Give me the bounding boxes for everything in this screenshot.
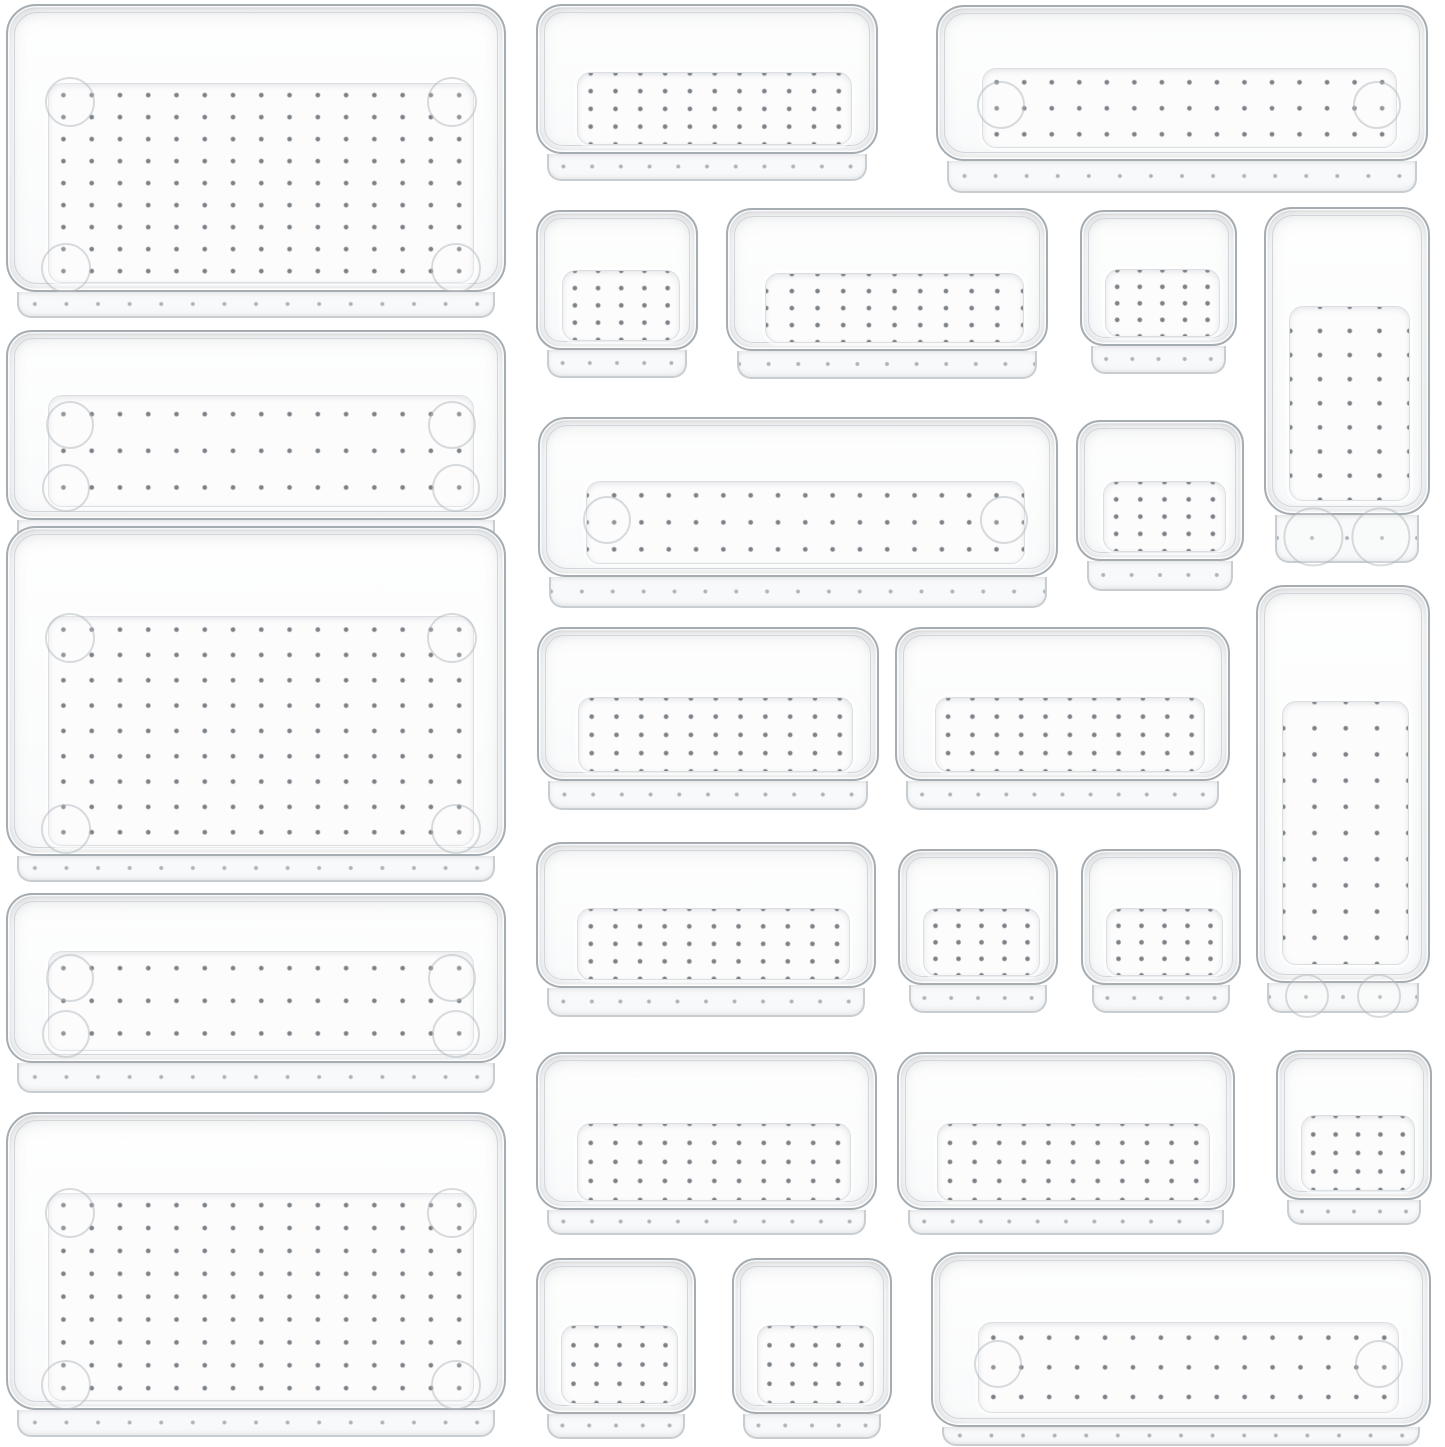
tray-base-skirt <box>1091 346 1226 374</box>
tray-dot-panel <box>577 908 851 980</box>
tray-foot-circle <box>1353 81 1401 129</box>
organizer-tray-t-medium <box>536 1052 877 1235</box>
tray-rim <box>538 417 1058 577</box>
tray-base-skirt <box>947 161 1417 193</box>
tray-base-skirt <box>17 1410 495 1437</box>
tray-rim <box>537 627 879 781</box>
tray-foot-circle <box>431 1360 481 1410</box>
tray-base-skirt <box>1087 561 1233 591</box>
tray-rim <box>536 1258 696 1414</box>
tray-dot-panel <box>1105 269 1220 338</box>
tray-base-skirt <box>1275 515 1419 563</box>
tray-dot-panel <box>765 273 1024 343</box>
organizer-tray-i-medium <box>726 208 1048 379</box>
organizer-tray-v-small <box>1276 1050 1432 1225</box>
organizer-tray-r-small <box>898 849 1058 1013</box>
organizer-tray-u-medium <box>897 1052 1235 1235</box>
tray-dot-panel <box>48 951 475 1051</box>
tray-dot-panel <box>577 72 852 146</box>
tray-dot-panel <box>978 1322 1400 1413</box>
tray-base-skirt <box>737 351 1037 379</box>
tray-rim <box>536 210 698 350</box>
tray-base-skirt <box>548 781 868 810</box>
tray-foot-circle <box>1285 974 1329 1018</box>
tray-foot-circle <box>41 243 91 293</box>
tray-base-skirt <box>1267 983 1419 1013</box>
tray-foot-circle <box>432 464 480 512</box>
organizer-tray-q-medium <box>536 842 876 1017</box>
tray-base-skirt <box>547 154 867 181</box>
tray-base-skirt <box>1287 1200 1421 1225</box>
tray-rim <box>6 526 506 856</box>
tray-base-skirt <box>909 985 1047 1013</box>
tray-rim <box>6 330 506 520</box>
tray-rim <box>895 627 1230 781</box>
tray-foot-circle <box>45 1188 95 1238</box>
tray-foot-circle <box>46 401 94 449</box>
tray-foot-circle <box>46 954 94 1002</box>
tray-foot-circle <box>431 804 481 854</box>
organizer-tray-m-small <box>1076 420 1244 591</box>
tray-base-skirt <box>547 1210 866 1235</box>
tray-foot-circle <box>432 1010 480 1058</box>
organizer-tray-f-medium <box>536 4 878 181</box>
organizer-tray-l-long <box>538 417 1058 608</box>
tray-foot-circle <box>583 496 631 544</box>
tray-foot-circle <box>45 77 95 127</box>
tray-rim <box>1076 420 1244 561</box>
tray-base-skirt <box>908 1210 1224 1235</box>
organizer-tray-p-medium <box>895 627 1230 810</box>
tray-base-skirt <box>906 781 1219 810</box>
tray-dot-panel <box>586 481 1025 564</box>
tray-base-skirt <box>17 292 495 318</box>
tray-dot-panel <box>48 395 475 507</box>
tray-dot-panel <box>982 68 1397 149</box>
tray-dot-panel <box>48 83 475 283</box>
tray-rim <box>732 1258 892 1414</box>
tray-foot-circle <box>41 804 91 854</box>
tray-dot-panel <box>577 1123 852 1201</box>
tray-rim <box>931 1252 1431 1427</box>
organizer-tray-e-large <box>6 1112 506 1437</box>
tray-dot-panel <box>48 616 475 846</box>
tray-rim <box>1264 207 1430 515</box>
tray-foot-circle <box>427 77 477 127</box>
tray-foot-circle <box>42 464 90 512</box>
tray-rim <box>6 893 506 1063</box>
tray-dot-panel <box>757 1325 874 1404</box>
tray-foot-circle <box>1357 974 1401 1018</box>
tray-dot-panel <box>578 697 853 773</box>
tray-dot-panel <box>48 1193 475 1400</box>
organizer-tray-a-large <box>6 4 506 318</box>
tray-base-skirt <box>17 856 495 882</box>
organizer-tray-d-shallow <box>6 893 506 1093</box>
organizer-tray-w-small <box>536 1258 696 1439</box>
tray-base-skirt <box>1092 985 1230 1013</box>
tray-base-skirt <box>743 1414 881 1439</box>
tray-base-skirt <box>549 577 1047 608</box>
organizer-tray-x-small <box>732 1258 892 1439</box>
tray-rim <box>536 4 878 154</box>
organizer-tray-g-long <box>936 5 1428 193</box>
tray-dot-panel <box>1301 1115 1415 1191</box>
tray-foot-circle <box>45 613 95 663</box>
tray-dot-panel <box>935 697 1205 773</box>
tray-foot-circle <box>1284 507 1343 566</box>
tray-dot-panel <box>1103 481 1226 552</box>
tray-foot-circle <box>42 1010 90 1058</box>
tray-foot-circle <box>427 1188 477 1238</box>
organizer-tray-c-large <box>6 526 506 882</box>
tray-rim <box>1256 585 1430 983</box>
tray-foot-circle <box>980 496 1028 544</box>
tray-foot-circle <box>977 81 1025 129</box>
organizer-tray-h-small <box>536 210 698 378</box>
tray-rim <box>536 842 876 988</box>
tray-rim <box>6 1112 506 1410</box>
tray-dot-panel <box>561 1325 678 1404</box>
organizer-tray-b-shallow <box>6 330 506 548</box>
organizer-tray-s-small <box>1081 849 1241 1013</box>
tray-rim <box>898 849 1058 985</box>
tray-dot-panel <box>562 270 681 341</box>
tray-rim <box>936 5 1428 161</box>
tray-rim <box>726 208 1048 351</box>
tray-foot-circle <box>427 613 477 663</box>
tray-foot-circle <box>428 401 476 449</box>
organizer-tray-j-small <box>1080 210 1237 374</box>
tray-rim <box>536 1052 877 1210</box>
organizer-tray-n-tall-long <box>1256 585 1430 1013</box>
tray-base-skirt <box>547 1414 685 1439</box>
tray-foot-circle <box>974 1340 1022 1388</box>
tray-dot-panel <box>1106 908 1223 977</box>
tray-base-skirt <box>547 350 687 378</box>
tray-base-skirt <box>547 988 865 1017</box>
organizer-tray-y-long <box>931 1252 1431 1446</box>
tray-base-skirt <box>942 1427 1420 1446</box>
tray-foot-circle <box>431 243 481 293</box>
tray-rim <box>1276 1050 1432 1200</box>
tray-foot-circle <box>1351 507 1410 566</box>
organizer-tray-o-medium <box>537 627 879 810</box>
tray-rim <box>1081 849 1241 985</box>
tray-foot-circle <box>428 954 476 1002</box>
tray-dot-panel <box>937 1123 1209 1201</box>
tray-dot-panel <box>923 908 1040 977</box>
tray-rim <box>1080 210 1237 346</box>
tray-rim <box>897 1052 1235 1210</box>
tray-dot-panel <box>1282 701 1410 965</box>
tray-rim <box>6 4 506 292</box>
tray-foot-circle <box>41 1360 91 1410</box>
tray-dot-panel <box>1289 306 1411 501</box>
tray-base-skirt <box>17 1063 495 1093</box>
tray-foot-circle <box>1355 1340 1403 1388</box>
organizer-tray-k-tall <box>1264 207 1430 563</box>
